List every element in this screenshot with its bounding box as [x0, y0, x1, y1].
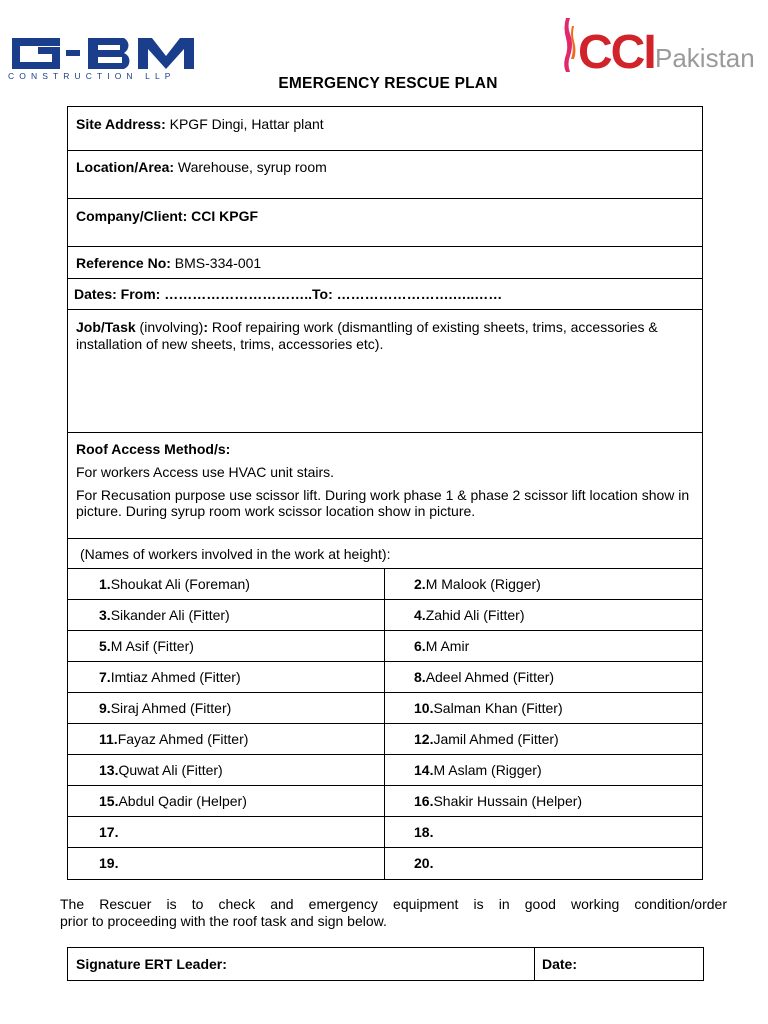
worker-name: Shoukat Ali (Foreman): [110, 576, 250, 592]
site-address-value: KPGF Dingi, Hattar plant: [165, 116, 324, 132]
worker-number: 2.: [414, 576, 426, 592]
location-label: Location/Area:: [76, 159, 175, 175]
worker-cell: [385, 631, 703, 662]
worker-cell: [385, 600, 703, 631]
rescuer-note-line-2: prior to proceeding with the roof task and sign below.: [60, 913, 387, 929]
workers-header: (Names of workers involved in the work at height):: [80, 546, 391, 562]
worker-name: M Malook (Rigger): [425, 576, 541, 592]
worker-number: 6.: [414, 638, 426, 654]
worker-name: Siraj Ahmed (Fitter): [110, 700, 232, 716]
worker-number: 7.: [99, 669, 111, 685]
worker-cell: [68, 600, 385, 631]
worker-cell: [68, 817, 385, 848]
signature-table: [67, 947, 704, 981]
worker-number: 20.: [414, 855, 434, 871]
worker-number: 1.: [99, 576, 111, 592]
signature-date-field[interactable]: Date:: [542, 956, 578, 972]
worker-cell: [68, 631, 385, 662]
site-address-row: [68, 107, 702, 151]
worker-name: M Amir: [425, 638, 470, 654]
worker-name: Adeel Ahmed (Fitter): [425, 669, 555, 685]
job-task-row: [68, 310, 702, 433]
location-row: [68, 151, 702, 199]
worker-name: Zahid Ali (Fitter): [425, 607, 525, 623]
job-involving-text: (involving): [135, 319, 204, 335]
site-address-label: Site Address:: [76, 116, 166, 132]
workers-header-row: [68, 539, 702, 569]
worker-number: 19.: [99, 855, 119, 871]
signature-ert-leader-field[interactable]: Signature ERT Leader:: [68, 948, 535, 980]
page-title: EMERGENCY RESCUE PLAN: [278, 75, 498, 92]
worker-cell: [68, 848, 385, 879]
worker-cell: [68, 755, 385, 786]
worker-cell: [385, 755, 703, 786]
worker-name: Abdul Qadir (Helper): [118, 793, 247, 809]
worker-name: Fayaz Ahmed (Fitter): [117, 731, 249, 747]
worker-cell: [385, 693, 703, 724]
worker-name: Quwat Ali (Fitter): [118, 762, 223, 778]
worker-name: Salman Khan (Fitter): [433, 700, 563, 716]
reference-row: [68, 247, 702, 279]
worker-number: 5.: [99, 638, 111, 654]
worker-cell: [385, 724, 703, 755]
worker-number: 13.: [99, 762, 119, 778]
roof-access-line-1: For workers Access use HVAC unit stairs.: [76, 464, 335, 480]
worker-number: 11.: [99, 731, 118, 747]
rescue-plan-form: [67, 106, 703, 880]
worker-number: 15.: [99, 793, 119, 809]
worker-cell: [385, 848, 703, 879]
logo-subtitle: CONSTRUCTION LLP: [8, 71, 176, 81]
worker-cell: [385, 662, 703, 693]
worker-name: Shakir Hussain (Helper): [433, 793, 583, 809]
rescuer-note-line-1: The Rescuer is to check and emergency equipment is in good working condition/order: [60, 896, 727, 912]
worker-number: 3.: [99, 607, 111, 623]
worker-cell: [385, 569, 703, 600]
worker-number: 17.: [99, 824, 119, 840]
job-task-label: Job/Task: [76, 319, 136, 335]
rescuer-note: [60, 896, 727, 930]
worker-name: Jamil Ahmed (Fitter): [433, 731, 559, 747]
worker-cell: [385, 786, 703, 817]
worker-cell: [385, 817, 703, 848]
company-row: [68, 199, 702, 247]
worker-number: 12.: [414, 731, 434, 747]
worker-name: M Asif (Fitter): [110, 638, 194, 654]
job-colon: :: [203, 319, 209, 335]
worker-cell: [68, 786, 385, 817]
worker-number: 18.: [414, 824, 434, 840]
reference-value: BMS-334-001: [170, 255, 262, 271]
worker-name: M Aslam (Rigger): [433, 762, 542, 778]
company-label: Company/Client:: [76, 208, 188, 224]
logo-pakistan-text: Pakistan: [655, 43, 755, 73]
worker-name: Sikander Ali (Fitter): [110, 607, 230, 623]
worker-cell: [68, 662, 385, 693]
roof-access-row: [68, 433, 702, 539]
logo-cci-text: CCI: [578, 26, 655, 74]
job-task-value: Roof repairing work (dismantling of existing sheets, trims, accessories & installation of new sheets, trims, accessories etc).: [76, 319, 658, 352]
worker-number: 16.: [414, 793, 434, 809]
worker-number: 4.: [414, 607, 426, 623]
worker-number: 14.: [414, 762, 434, 778]
cci-pakistan-logo: [558, 14, 758, 74]
location-value: Warehouse, syrup room: [174, 159, 327, 175]
reference-label: Reference No:: [76, 255, 171, 271]
roof-access-line-2: For Recusation purpose use scissor lift. During work phase 1 & phase 2 scissor lift location show in picture. During syrup room work scissor location show in picture.: [76, 487, 690, 519]
worker-name: Imtiaz Ahmed (Fitter): [110, 669, 241, 685]
roof-access-label: Roof Access Method/s:: [76, 441, 231, 457]
worker-number: 9.: [99, 700, 111, 716]
company-value: CCI KPGF: [187, 208, 259, 224]
worker-number: 8.: [414, 669, 426, 685]
worker-cell: [68, 693, 385, 724]
dates-field: Dates: From: …………………………..To: …………………….…..……: [74, 286, 503, 302]
worker-number: 10.: [414, 700, 434, 716]
worker-cell: [68, 724, 385, 755]
worker-cell: [68, 569, 385, 600]
dates-row: [68, 279, 702, 310]
workers-grid: [68, 569, 702, 879]
